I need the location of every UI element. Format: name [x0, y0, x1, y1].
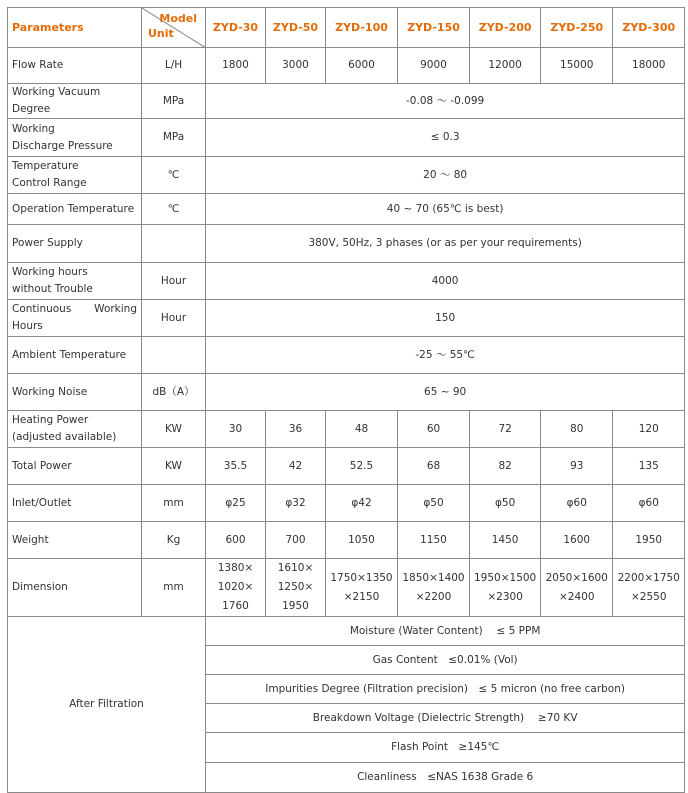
- model-header: ZYD-200: [470, 8, 541, 48]
- param-label: Working Vacuum Degree: [8, 84, 142, 119]
- value-cell: 52.5: [326, 448, 398, 485]
- dimension-line: 1020×: [217, 581, 254, 593]
- dimension-line: ×2550: [630, 590, 667, 603]
- dimension-line: ×2200: [415, 590, 452, 603]
- value-cell: 82: [470, 448, 541, 485]
- value-cell: 600: [206, 522, 266, 559]
- table-row: [8, 337, 685, 374]
- unit-cell: MPa: [142, 84, 206, 119]
- unit-cell: [142, 337, 206, 374]
- param-line: Heating Power: [12, 414, 89, 426]
- value-cell: 40 ~ 70 (65℃ is best): [206, 194, 685, 225]
- unit-cell: mm: [142, 559, 206, 617]
- value-cell: φ60: [541, 485, 613, 522]
- table-row: [8, 84, 685, 119]
- value-cell: 150: [206, 300, 685, 337]
- value-cell: 72: [470, 411, 541, 448]
- dimension-line: 1250×: [277, 581, 314, 593]
- value-cell: 36: [266, 411, 326, 448]
- value-cell: 700: [266, 522, 326, 559]
- param-label: Weight: [8, 522, 142, 559]
- value-cell: 135: [613, 448, 685, 485]
- param-line: Hours: [12, 320, 43, 332]
- dimension-line: 1950×1500: [474, 571, 537, 584]
- unit-cell: Hour: [142, 300, 206, 337]
- dimension-cell: [541, 559, 613, 617]
- value-cell: 1600: [541, 522, 613, 559]
- value-cell: 42: [266, 448, 326, 485]
- value-cell: 68: [398, 448, 470, 485]
- table-row: [8, 448, 685, 485]
- param-label: [8, 119, 142, 157]
- dimension-line: 2200×1750: [617, 571, 680, 584]
- param-line: without Trouble: [12, 283, 93, 295]
- table-row: [8, 194, 685, 225]
- unit-cell: Hour: [142, 263, 206, 300]
- param-label: Dimension: [8, 559, 142, 617]
- table-row: [8, 485, 685, 522]
- value-cell: 65 ~ 90: [206, 374, 685, 411]
- model-header: ZYD-50: [266, 8, 326, 48]
- value-cell: φ25: [206, 485, 266, 522]
- dimension-line: 1610×: [277, 562, 314, 574]
- param-line: Continuous Working: [12, 303, 137, 315]
- table-row: [8, 119, 685, 157]
- filtration-row: [8, 617, 685, 646]
- param-line: Temperature: [12, 160, 79, 172]
- value-cell: φ60: [613, 485, 685, 522]
- model-header: ZYD-250: [541, 8, 613, 48]
- unit-cell: [142, 225, 206, 263]
- dimension-line: 1950: [282, 600, 309, 612]
- dimension-line: 1750×1350: [330, 571, 393, 584]
- value-cell: 1950: [613, 522, 685, 559]
- value-cell: 9000: [398, 48, 470, 84]
- dimension-cell: [613, 559, 685, 617]
- value-cell: φ50: [470, 485, 541, 522]
- param-label: Ambient Temperature: [8, 337, 142, 374]
- param-label: Total Power: [8, 448, 142, 485]
- value-cell: ≤ 0.3: [206, 119, 685, 157]
- unit-cell: KW: [142, 411, 206, 448]
- unit-cell: KW: [142, 448, 206, 485]
- value-cell: 60: [398, 411, 470, 448]
- value-cell: φ50: [398, 485, 470, 522]
- value-cell: 4000: [206, 263, 685, 300]
- param-line: Control Range: [12, 177, 87, 189]
- param-line: Working: [12, 122, 55, 135]
- table-row: [8, 48, 685, 84]
- table-row: [8, 559, 685, 617]
- dimension-cell: [266, 559, 326, 617]
- table-row: [8, 225, 685, 263]
- unit-cell: MPa: [142, 119, 206, 157]
- param-label: [8, 263, 142, 300]
- table-row: [8, 263, 685, 300]
- unit-cell: L/H: [142, 48, 206, 84]
- dimension-line: ×2150: [343, 590, 380, 603]
- dimension-cell: [398, 559, 470, 617]
- filtration-item: Moisture (Water Content) ≤ 5 PPM: [206, 617, 685, 646]
- value-cell: 380V, 50Hz, 3 phases (or as per your requirements): [206, 225, 685, 263]
- model-unit-header: [142, 8, 206, 48]
- value-cell: 12000: [470, 48, 541, 84]
- table-row: [8, 522, 685, 559]
- value-cell: 15000: [541, 48, 613, 84]
- dimension-line: 2050×1600: [545, 571, 608, 584]
- unit-label: Unit: [148, 27, 174, 40]
- table-row: [8, 300, 685, 337]
- filtration-item: Impurities Degree (Filtration precision) ≤ 5 micron (no free carbon): [206, 675, 685, 704]
- value-cell: 1150: [398, 522, 470, 559]
- value-cell: 6000: [326, 48, 398, 84]
- value-cell: 93: [541, 448, 613, 485]
- value-cell: 120: [613, 411, 685, 448]
- param-label: [8, 157, 142, 194]
- unit-cell: Kg: [142, 522, 206, 559]
- value-cell: 48: [326, 411, 398, 448]
- table-row: [8, 374, 685, 411]
- value-cell: 1800: [206, 48, 266, 84]
- unit-cell: dB（A）: [142, 374, 206, 411]
- value-cell: φ32: [266, 485, 326, 522]
- dimension-cell: [470, 559, 541, 617]
- dimension-cell: [206, 559, 266, 617]
- value-cell: -25 ～ 55℃: [206, 337, 685, 374]
- filtration-item: Flash Point ≥145℃: [206, 733, 685, 763]
- model-label: Model: [159, 12, 197, 25]
- value-cell: 30: [206, 411, 266, 448]
- param-label: Flow Rate: [8, 48, 142, 84]
- value-cell: -0.08 ～ -0.099: [206, 84, 685, 119]
- parameters-header: Parameters: [8, 8, 142, 48]
- value-cell: φ42: [326, 485, 398, 522]
- table-row: [8, 411, 685, 448]
- dimension-line: ×2400: [558, 590, 595, 603]
- dimension-cell: [326, 559, 398, 617]
- value-cell: 20 ～ 80: [206, 157, 685, 194]
- unit-cell: ℃: [142, 157, 206, 194]
- param-line: Working hours: [12, 266, 88, 278]
- param-label: Inlet/Outlet: [8, 485, 142, 522]
- dimension-line: 1380×: [217, 562, 254, 574]
- spec-table: [7, 7, 685, 793]
- dimension-line: 1760: [222, 600, 249, 612]
- value-cell: 18000: [613, 48, 685, 84]
- filtration-item: Cleanliness ≤NAS 1638 Grade 6: [206, 763, 685, 793]
- after-filtration-label: After Filtration: [8, 617, 206, 793]
- param-label: Power Supply: [8, 225, 142, 263]
- value-cell: 3000: [266, 48, 326, 84]
- dimension-line: 1850×1400: [402, 571, 465, 584]
- model-header: ZYD-100: [326, 8, 398, 48]
- param-label: [8, 300, 142, 337]
- param-line: Discharge Pressure: [12, 139, 113, 152]
- model-header: ZYD-150: [398, 8, 470, 48]
- value-cell: 1450: [470, 522, 541, 559]
- unit-cell: ℃: [142, 194, 206, 225]
- value-cell: 35.5: [206, 448, 266, 485]
- param-label: Operation Temperature: [8, 194, 142, 225]
- unit-cell: mm: [142, 485, 206, 522]
- param-line: (adjusted available): [12, 431, 117, 443]
- param-label: [8, 411, 142, 448]
- model-header: ZYD-300: [613, 8, 685, 48]
- param-label: Working Noise: [8, 374, 142, 411]
- table-row: [8, 157, 685, 194]
- model-header: ZYD-30: [206, 8, 266, 48]
- value-cell: 80: [541, 411, 613, 448]
- filtration-item: Breakdown Voltage (Dielectric Strength) ≥70 KV: [206, 704, 685, 733]
- dimension-line: ×2300: [487, 590, 523, 603]
- filtration-item: Gas Content ≤0.01% (Vol): [206, 646, 685, 675]
- header-row: [8, 8, 685, 48]
- value-cell: 1050: [326, 522, 398, 559]
